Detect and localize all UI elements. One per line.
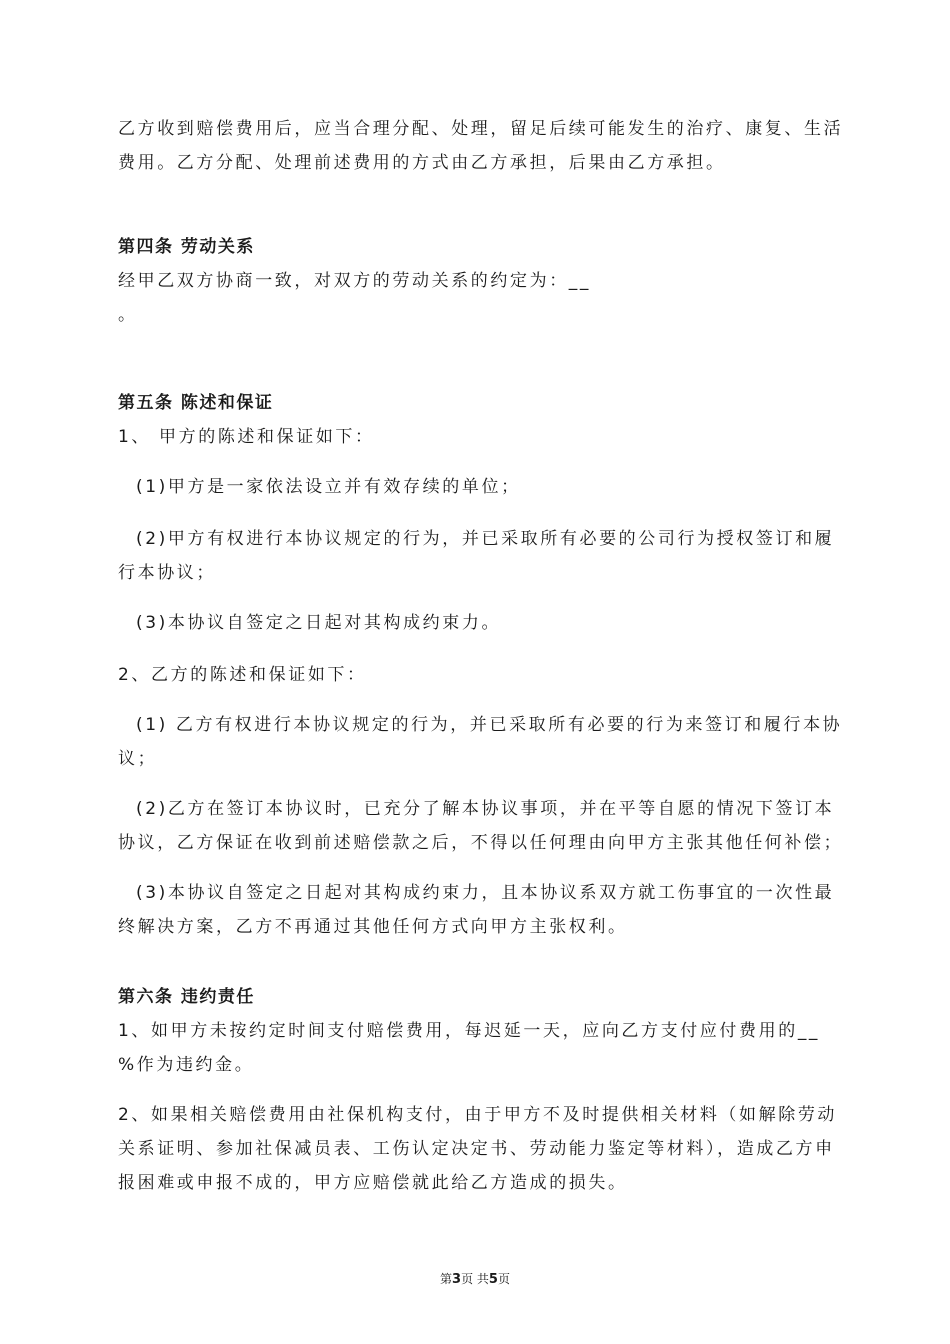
article-5-item-a2-line-1: (2)甲方有权进行本协议规定的行为，并已采取所有必要的公司行为授权签订和履 — [136, 529, 835, 549]
article-5-item-a1: (1)甲方是一家依法设立并有效存续的单位； — [136, 477, 521, 497]
article-5-item-b3-line-1: (3)本协议自签定之日起对其构成约束力，且本协议系双方就工伤事宜的一次性最 — [136, 883, 835, 903]
footer-mid: 页 共 — [461, 1272, 489, 1286]
article-5-section-2: 2、乙方的陈述和保证如下： — [118, 665, 367, 685]
article-5-item-b1-line-1: (1) 乙方有权进行本协议规定的行为，并已采取所有必要的行为来签订和履行本协 — [136, 715, 843, 735]
article-6-heading: 第六条 违约责任 — [118, 987, 255, 1007]
article-6-clause-1-line-2: %作为违约金。 — [118, 1055, 255, 1075]
article-5-item-b2-line-2: 协议，乙方保证在收到前述赔偿款之后，不得以任何理由向甲方主张其他任何补偿； — [118, 833, 844, 853]
article-4-line-2: 。 — [118, 305, 138, 325]
page-footer — [0, 1271, 950, 1288]
intro-paragraph-line-2: 费用。乙方分配、处理前述费用的方式由乙方承担，后果由乙方承担。 — [118, 153, 726, 173]
footer-suffix: 页 — [497, 1272, 510, 1286]
article-6-clause-1-line-1: 1、如甲方未按约定时间支付赔偿费用，每迟延一天，应向乙方支付应付费用的__ — [118, 1021, 821, 1041]
article-4-heading: 第四条 劳动关系 — [118, 237, 255, 257]
intro-paragraph-line-1: 乙方收到赔偿费用后，应当合理分配、处理，留足后续可能发生的治疗、康复、生活 — [118, 119, 844, 139]
footer-prefix: 第 — [440, 1272, 453, 1286]
article-5-item-a3: (3)本协议自签定之日起对其构成约束力。 — [136, 613, 502, 633]
article-6-clause-2-line-1: 2、如果相关赔偿费用由社保机构支付，由于甲方不及时提供相关材料（如解除劳动 — [118, 1105, 838, 1125]
footer-total-pages: 5 — [488, 1272, 498, 1287]
article-5-item-a2-line-2: 行本协议； — [118, 563, 216, 583]
article-5-item-b2-line-1: (2)乙方在签订本协议时，已充分了解本协议事项，并在平等自愿的情况下签订本 — [136, 799, 835, 819]
article-4-line-1: 经甲乙双方协商一致，对双方的劳动关系的约定为：__ — [118, 271, 591, 291]
footer-current-page: 3 — [452, 1272, 462, 1287]
article-5-item-b1-line-2: 议； — [118, 749, 158, 769]
article-6-clause-2-line-3: 报困难或申报不成的，甲方应赔偿就此给乙方造成的损失。 — [118, 1173, 628, 1193]
article-5-section-1: 1、 甲方的陈述和保证如下： — [118, 427, 375, 447]
article-6-clause-2-line-2: 关系证明、参加社保减员表、工伤认定决定书、劳动能力鉴定等材料），造成乙方申 — [118, 1139, 835, 1159]
article-5-item-b3-line-2: 终解决方案，乙方不再通过其他任何方式向甲方主张权利。 — [118, 917, 628, 937]
article-5-heading: 第五条 陈述和保证 — [118, 393, 274, 413]
